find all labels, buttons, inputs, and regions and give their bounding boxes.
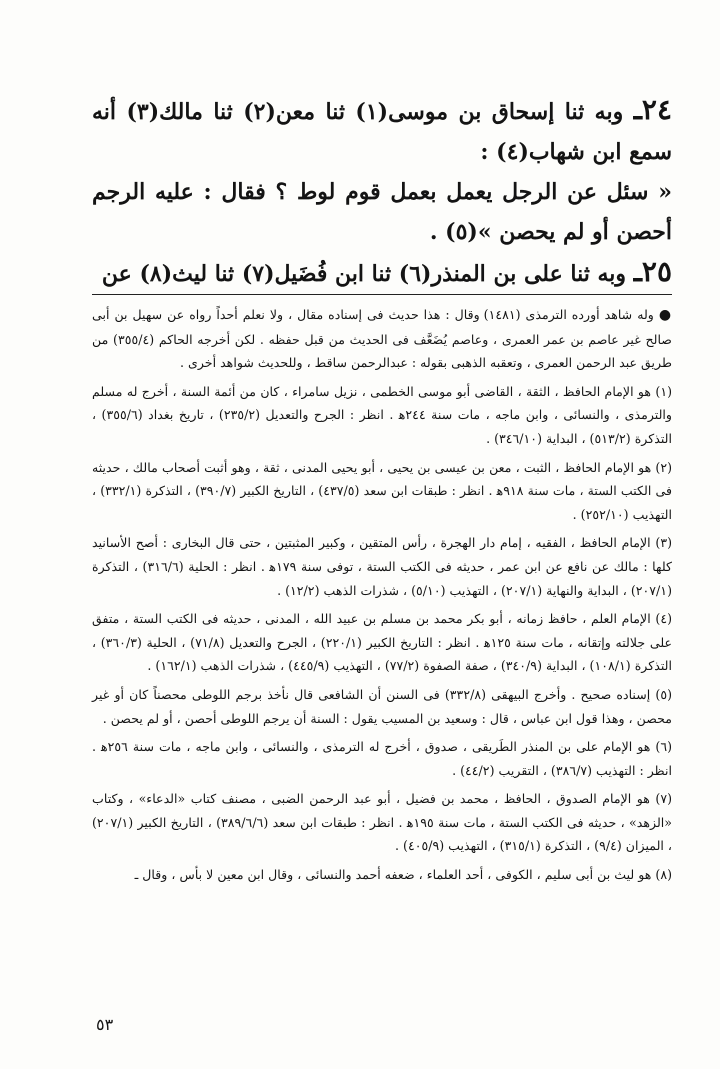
hadith-24 — [92, 90, 672, 252]
hadith-25 — [92, 252, 672, 294]
footnote-5: (٥) إسناده صحيح . وأخرج البيهقى (٣٣٢/٨) فى السنن أن الشافعى قال نأخذ برجم اللوطى محصناً كان أو غير محصن ، وهذا قول ابن عباس ، قال : وسعيد بن المسيب يقول : السنة أن يرجم اللوطى أحصن ، أو لم يحصن . — [92, 686, 672, 726]
footnote-1: (١) هو الإمام الحافظ ، الثقة ، القاضى أبو موسى الخطمى ، نزيل سامراء ، كان من أئمة السنة ، أخرج له مسلم والترمذى ، والنسائى ، وابن ماجه ، مات سنة ٢٤٤ﻫ . انظر : الجرح والتعديل (٢٣٥/٢) ، تاريخ بغداد (٣٥٥/٦) ، التذكرة (٥١٣/٢) ، البداية (٣٤٦/١٠) . — [92, 383, 672, 446]
hadith-25-chain: وبه ثنا على بن المنذر(٦) ثنا ابن فُضَيل(٧) ثنا ليث(٨) عن — [101, 261, 627, 287]
page-body — [92, 90, 672, 887]
footnote-7: (٧) هو الإمام الصدوق ، الحافظ ، محمد بن فضيل ، أبو عبد الرحمن الضبى ، مصنف كتاب «الدعاء» ، وكتاب «الزهد» ، حديثه فى الكتب الستة ، مات سنة ١٩٥ﻫ . انظر : طبقات ابن سعد (٣٨٩/٦/٦) ، التاريخ الكبير (٢٠٧/١) ، الميزان (٩/٤) ، التذكرة (٣١٥/١) ، التهذيب (٤٠٥/٩) . — [92, 791, 673, 854]
footnotes — [92, 303, 672, 887]
footnote-8: (٨) هو ليث بن أبى سليم ، الكوفى ، أحد العلماء ، ضعفه أحمد والنسائى ، وقال ابن معين لا بأس ، وقال ـ — [134, 867, 672, 883]
footnote-divider — [92, 294, 672, 295]
footnote-intro — [92, 303, 672, 375]
footnote-intro-text: وله شاهد أورده الترمذى (١٤٨١) وقال : هذا حديث فى إسناده مقال ، ولا نعلم أحداً رواه عن سهيل بن أبى صالح غير عاصم بن عمر العمرى ، وعاصم يُضَعَّف فى الحديث من قبل حفظه . لكن أخرجه الحاكم (٣٥٥/٤) من طريق عبد الرحمن العمرى ، وتعقبه الذهبى بقوله : عبدالرحمن ساقط ، وللحديث شواهد أخرى . — [92, 307, 672, 371]
hadith-24-chain: وبه ثنا إسحاق بن موسى(١) ثنا معن(٢) ثنا مالك(٣) أنه سمع ابن شهاب(٤) : — [92, 99, 672, 165]
hadith-number: ٢٥ـ — [633, 255, 672, 288]
hadith-24-text — [92, 90, 672, 172]
bullet-icon: ● — [658, 307, 673, 323]
hadith-number: ٢٤ـ — [633, 93, 672, 126]
footnote-3: (٣) الإمام الحافظ ، الفقيه ، إمام دار الهجرة ، رأس المتقين ، وكبير المثبتين ، حتى قال البخارى : أصح الأسانيد كلها : مالك عن نافع عن ابن عمر ، حديثه فى الكتب الستة ، توفى سنة ١٧٩ﻫ . انظر : الحلية (٣١٦/٦) ، التذكرة (٢٠٧/١) ، البداية والنهاية (٢٠٧/١) ، التهذيب (٥/١٠) ، شذرات الذهب (١٢/٢) . — [92, 535, 672, 598]
page-number: ٥٣ — [96, 1015, 114, 1034]
footnote-4: (٤) الإمام العلم ، حافظ زمانه ، أبو بكر محمد بن مسلم بن عبيد الله ، المدنى ، حديثه فى الكتب الستة ، متفق على جلالته وإتقانه ، مات سنة ١٢٥ﻫ . انظر : التاريخ الكبير (٢٢٠/١) ، الجرح والتعديل (٧١/٨) ، الحلية (٣٦٠/٣) ، التذكرة (١٠٨/١) ، البداية (٣٤٠/٩) ، صفة الصفوة (٧٧/٢) ، التهذيب (٤٤٥/٩) ، شذرات الذهب (١٦٢/١) . — [92, 611, 673, 674]
footnote-6: (٦) هو الإمام على بن المنذر الطَريقى ، صدوق ، أخرج له الترمذى ، والنسائى ، وابن ماجه ، مات سنة ٢٥٦ﻫ . انظر : التهذيب (٣٨٦/٧) ، التقريب (٤٤/٢) . — [92, 739, 672, 778]
hadith-24-quote: « سئل عن الرجل يعمل بعمل قوم لوط ؟ فقال : عليه الرجم أحصن أو لم يحصن »(٥) . — [92, 179, 672, 245]
footnote-2: (٢) هو الإمام الحافظ ، الثبت ، معن بن عيسى بن يحيى ، أبو يحيى المدنى ، ثقة ، وهو أثبت أصحاب مالك ، حديثه فى الكتب الستة ، مات سنة ٩١٨ﻫ . انظر : طبقات ابن سعد (٤٣٧/٥) ، التاريخ الكبير (٣٩٠/٧) ، التذكرة (٣٣٢/١) ، التهذيب (٢٥٢/١٠) . — [92, 459, 672, 522]
